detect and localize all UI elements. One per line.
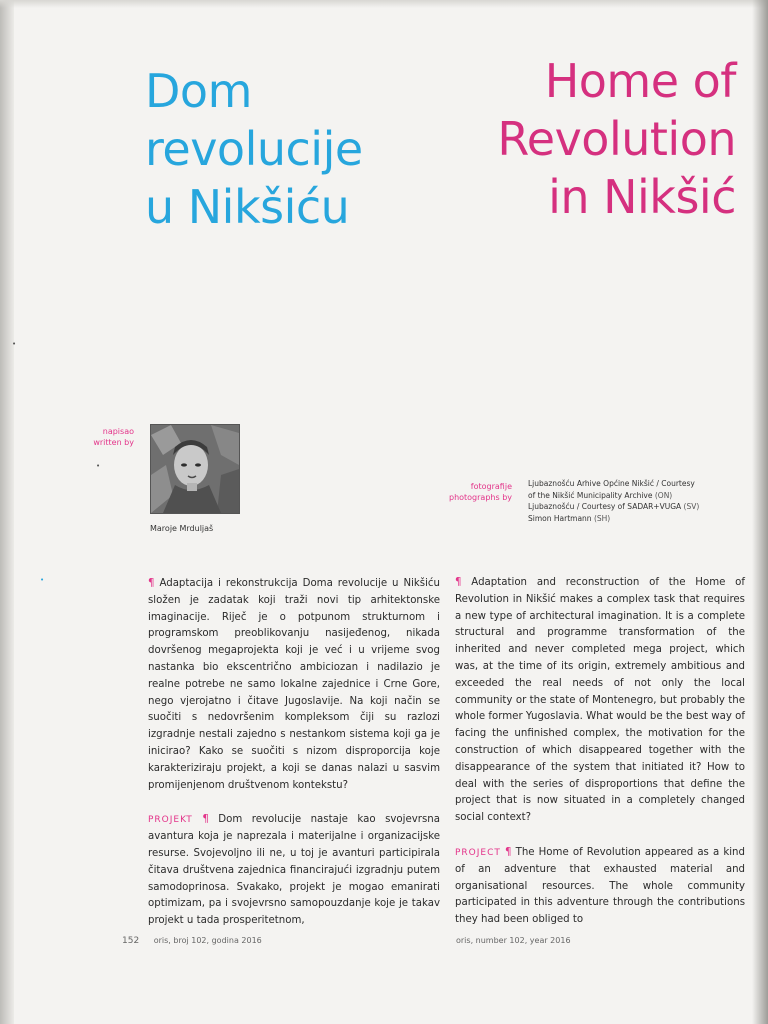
photographs-label-english: photographs by bbox=[448, 493, 512, 502]
section-paragraph-local bbox=[148, 812, 440, 930]
section-label-local: PROJEKT bbox=[148, 815, 193, 826]
title-local bbox=[145, 62, 363, 236]
footer-text-local: oris, broj 102, godina 2016 bbox=[153, 936, 262, 945]
photographs-label-local: fotografije bbox=[470, 482, 512, 491]
pilcrow-mark: ¶ bbox=[505, 846, 512, 858]
footer-text-english: oris, number 102, year 2016 bbox=[456, 936, 571, 945]
title-english-line: Revolution bbox=[497, 112, 736, 166]
written-by-label-local: napisao bbox=[102, 427, 134, 436]
author-photo bbox=[150, 424, 240, 514]
photo-credits bbox=[528, 478, 728, 524]
title-local-line: u Nikšiću bbox=[145, 180, 350, 234]
credit-line bbox=[528, 513, 728, 525]
credit-line bbox=[528, 501, 728, 513]
photographs-by-label bbox=[440, 481, 512, 503]
scan-edge-left bbox=[0, 0, 17, 1024]
credit-code: (SV) bbox=[683, 502, 700, 511]
written-by-label-english: written by bbox=[93, 438, 134, 447]
section-paragraph-english bbox=[455, 845, 745, 929]
credit-line bbox=[528, 490, 728, 502]
credit-text: Ljubaznošću / Courtesy of SADAR+VUGA bbox=[528, 502, 682, 511]
scan-mark: • bbox=[40, 576, 45, 584]
section-text-local: Dom revolucije nastaje kao svojevrsna avantura koja je naprezala i materijalne i organizacijske resurse. Svojevoljno ili ne, u toj je avanturi participirala čitava društvena zajednica financirajući izgradnju putem samodoprinosa. Svakako, projekt je mogao emanirati optimizam, pa i svojevrsno samopouzdanje koje je takav projekt u tada prosperitetnom, bbox=[148, 814, 440, 927]
body-column-english bbox=[455, 575, 745, 947]
intro-text-local: Adaptacija i rekonstrukcija Doma revolucije u Nikšiću složen je zadatak koji traži novi tip arhitektonske imaginacije. Riječ je o potpunom strukturnom i programskom preoblikovanju nasijeđenog, nikada dovršenog megaprojekta koji je već i u vrijeme svog nastanka bio ekscentrično ambiciozan i nadilazio je realne potrebe ne samo lokalne zajednice i Crne Gore, nego vjerojatno i čitave Jugoslavije. Na koji način se suočiti s nedovršenim kompleksom čiji su razlozi izgradnje nestali zajedno s nestankom sistema koji ga je inicirao? Kako se suočiti s nizom disproporcija koje karakteriziraju projekt, a koji se danas nalazi u sasvim promijenjenom društvenom kontekstu? bbox=[148, 578, 440, 791]
pilcrow-mark: ¶ bbox=[202, 814, 209, 826]
credit-text: of the Nikšić Municipality Archive bbox=[528, 490, 653, 500]
scan-mark: • bbox=[96, 462, 101, 470]
title-english-line: Home of bbox=[544, 54, 736, 108]
pilcrow-mark: ¶ bbox=[148, 578, 155, 589]
page-number: 152 bbox=[122, 936, 140, 946]
intro-paragraph-english bbox=[455, 575, 745, 827]
title-english-line: in Nikšić bbox=[548, 170, 736, 224]
author-portrait-image bbox=[151, 425, 239, 513]
scan-mark: • bbox=[12, 340, 17, 348]
title-local-line: Dom bbox=[145, 64, 252, 118]
page-gutter-shadow bbox=[752, 0, 768, 1024]
footer-local bbox=[122, 936, 262, 946]
credit-text: Simon Hartmann bbox=[528, 513, 592, 523]
credit-code: (ON) bbox=[654, 490, 673, 500]
credit-line bbox=[528, 478, 728, 490]
title-local-line: revolucije bbox=[145, 122, 363, 176]
credit-code: (SH) bbox=[593, 513, 611, 523]
title-english bbox=[497, 52, 736, 226]
written-by-label bbox=[80, 426, 134, 448]
section-label-english: PROJECT bbox=[455, 847, 501, 858]
credit-text: Ljubaznošću Arhive Općine Nikšić / Courtesy bbox=[528, 479, 695, 488]
scan-edge-top bbox=[0, 0, 768, 8]
intro-text-english: Adaptation and reconstruction of the Home of Revolution in Nikšić makes a complex task that requires a new type of architectural imagination. It is a complete structural and programme transformation of the inherited and never completed mega project, which was, at the time of its origin, extremely ambitious and exceeded the real needs of not only the local community or the state of Montenegro, but probably the whole former Yugoslavia. What would be the best way of facing the unfinished complex, the motivation for the construction of which disappeared together with the disappearance of the system that initiated it? How to deal with the series of disproportions that define the project that is now situated in a completely changed social context? bbox=[455, 577, 746, 824]
pilcrow-mark: ¶ bbox=[455, 577, 462, 588]
body-column-local bbox=[148, 576, 440, 948]
section-text-english: The Home of Revolution appeared as a kind of an adventure that exhausted material and organisational resources. The whole community participated in this adventure through the contributions they had been obliged to bbox=[455, 846, 745, 926]
footer-english bbox=[456, 936, 571, 945]
intro-paragraph-local bbox=[148, 576, 440, 794]
author-name: Maroje Mrduljaš bbox=[150, 524, 214, 533]
